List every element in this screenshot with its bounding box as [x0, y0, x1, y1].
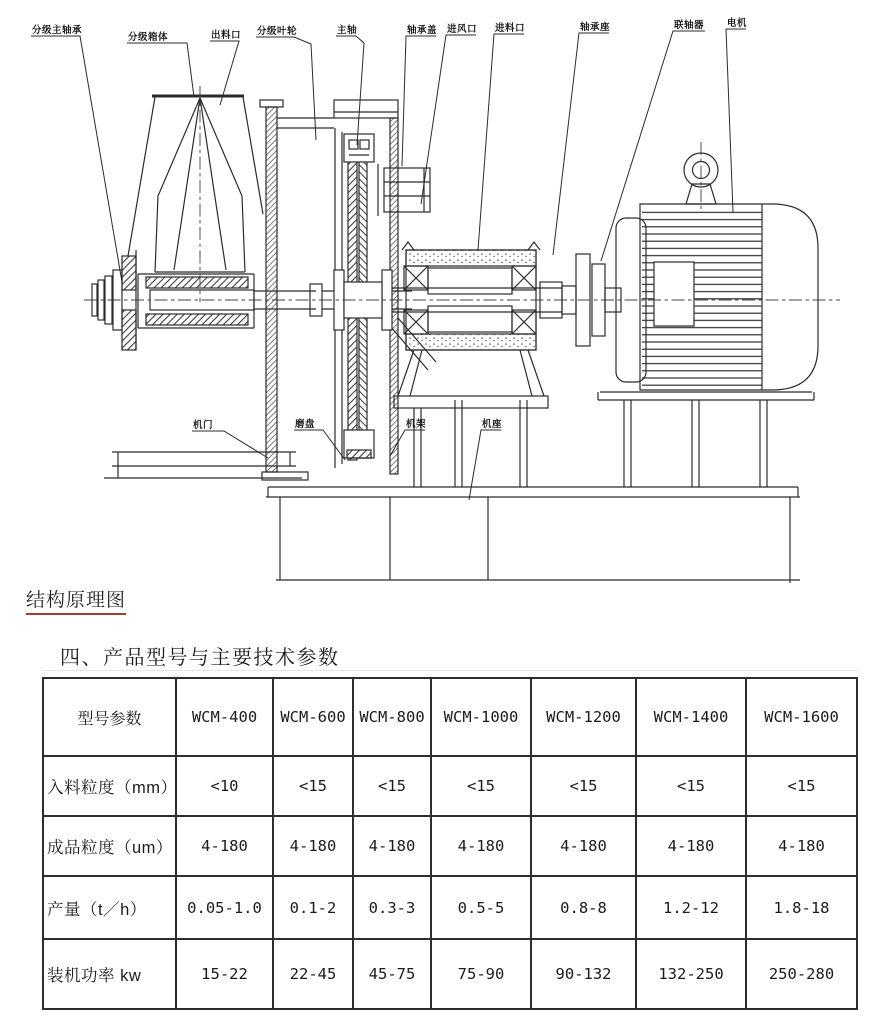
heading-rule — [42, 670, 858, 671]
machine-base-label: 机座 — [482, 419, 503, 430]
classifier-housing-label: 分级箱体 — [128, 32, 169, 43]
spec-table — [42, 677, 858, 1010]
value-cell: 1.2-12 — [636, 876, 746, 939]
header-row — [43, 678, 857, 756]
value-cell: 0.8-8 — [531, 876, 636, 939]
grinding-disc-label: 磨盘 — [295, 419, 316, 430]
motor-label: 电机 — [727, 18, 748, 29]
coupling-label: 联轴器 — [674, 20, 705, 31]
model-header-cell: WCM-1600 — [746, 678, 857, 756]
classifier-impeller-label: 分级叶轮 — [257, 26, 298, 37]
value-cell: 4-180 — [431, 816, 531, 876]
value-cell: <15 — [531, 756, 636, 816]
feed-inlet-label: 进料口 — [495, 23, 526, 34]
value-cell: 1.8-18 — [746, 876, 857, 939]
value-cell: 0.5-5 — [431, 876, 531, 939]
machine-drawing — [31, 17, 840, 583]
value-cell: <10 — [176, 756, 273, 816]
value-cell: 0.05-1.0 — [176, 876, 273, 939]
spec-row — [43, 876, 857, 939]
value-cell: 0.1-2 — [273, 876, 353, 939]
classifier-assembly — [92, 96, 322, 350]
row-label-cell: 产量（t／h） — [43, 876, 176, 939]
value-cell: <15 — [353, 756, 431, 816]
bearing-seat-label: 轴承座 — [580, 22, 611, 33]
machine-door-label: 机门 — [193, 420, 214, 431]
value-cell: 250-280 — [746, 939, 857, 1009]
value-cell: <15 — [273, 756, 353, 816]
value-cell: 132-250 — [636, 939, 746, 1009]
param-header-cell: 型号参数 — [43, 678, 176, 756]
value-cell: 4-180 — [636, 816, 746, 876]
spec-row — [43, 816, 857, 876]
value-cell: 0.3-3 — [353, 876, 431, 939]
value-cell: 15-22 — [176, 939, 273, 1009]
machine-frame-label: 机架 — [406, 419, 427, 430]
value-cell: <15 — [636, 756, 746, 816]
row-label-cell: 成品粒度（um） — [43, 816, 176, 876]
value-cell: 75-90 — [431, 939, 531, 1009]
value-cell: 4-180 — [176, 816, 273, 876]
model-header-cell: WCM-400 — [176, 678, 273, 756]
value-cell: 4-180 — [273, 816, 353, 876]
value-cell: 90-132 — [531, 939, 636, 1009]
motor-assembly — [598, 153, 818, 400]
air-inlet-label: 进风口 — [447, 24, 478, 35]
row-label-cell: 入料粒度（mm） — [43, 756, 176, 816]
value-cell: 4-180 — [531, 816, 636, 876]
model-header-cell: WCM-1200 — [531, 678, 636, 756]
value-cell: 22-45 — [273, 939, 353, 1009]
bearing-assembly — [392, 242, 562, 408]
spec-row — [43, 756, 857, 816]
model-header-cell: WCM-1000 — [431, 678, 531, 756]
model-header-cell: WCM-600 — [273, 678, 353, 756]
model-header-cell: WCM-1400 — [636, 678, 746, 756]
value-cell: 4-180 — [746, 816, 857, 876]
discharge-outlet-label: 出料口 — [211, 30, 242, 41]
value-cell: <15 — [746, 756, 857, 816]
value-cell: 4-180 — [353, 816, 431, 876]
value-cell: 45-75 — [353, 939, 431, 1009]
diagram-caption: 结构原理图 — [26, 585, 126, 615]
classifier-main-bearing-label: 分级主轴承 — [32, 25, 83, 36]
row-label-cell: 装机功率 kw — [43, 939, 176, 1009]
section-heading: 四、产品型号与主要技术参数 — [60, 647, 340, 669]
spec-row — [43, 939, 857, 1009]
bearing-cover-label: 轴承盖 — [407, 25, 438, 36]
main-shaft-label: 主轴 — [337, 25, 358, 36]
model-header-cell: WCM-800 — [353, 678, 431, 756]
value-cell: <15 — [431, 756, 531, 816]
